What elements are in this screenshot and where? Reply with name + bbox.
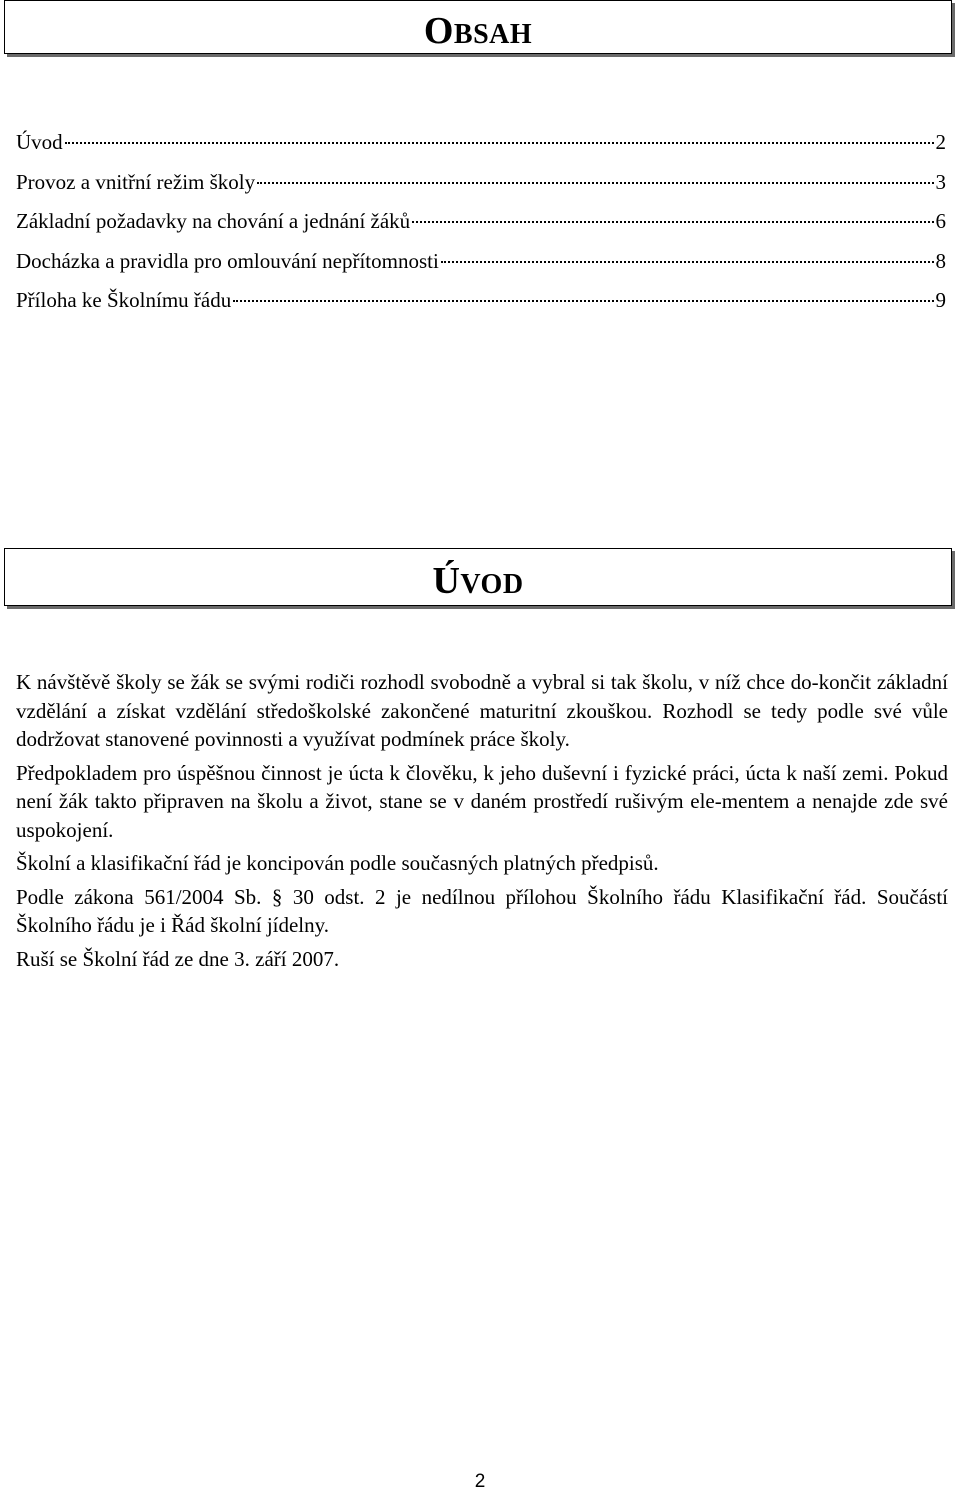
toc-entry-page: 9 [935, 288, 946, 312]
paragraph: Školní a klasifikační řád je koncipován podle současných platných předpisů. [16, 851, 659, 875]
toc-leader-dots [233, 300, 933, 302]
toc-entry-page: 8 [935, 248, 946, 273]
toc-entry-title: Provoz a vnitřní režim školy [16, 169, 256, 194]
toc-entry-page: 2 [935, 130, 946, 154]
toc-entry[interactable] [16, 285, 946, 325]
paragraph: Podle zákona 561/2004 Sb. § 30 odst. 2 je nedílnou přílohou Školního řádu Klasifikační řád. Součástí Školního řádu je i Řád školní jídelny. [16, 884, 948, 937]
paragraph: Předpokladem pro úspěšnou činnost je úcta k člověku, k jeho duševní i fyzické práci, úcta k naší zemi. Pokud není žák takto připraven na školu a život, stane se v daném prostředí rušivým ele-mentem a nenajde zde své uspokojení. [16, 760, 948, 842]
toc-entry-title: Základní požadavky na chování a jednání žáků [16, 209, 411, 233]
toc-leader-dots [257, 182, 933, 184]
paragraph: Ruší se Školní řád ze dne 3. září 2007. [16, 946, 340, 971]
introduction-heading [432, 559, 523, 603]
toc-entry-page: 6 [935, 209, 946, 233]
toc-leader-dots [412, 221, 933, 223]
toc-entry[interactable] [16, 167, 946, 207]
paragraph: K návštěvě školy se žák se svými rodiči rozhodl svobodně a vybral si tak školu, v níž chce do-končit základní vzdělání a získat vzdělání středoškolské zakončené maturitní zkouškou. Rozhodl se tedy podle své vůle dodržovat stanovené povinnosti a využívat podmínek práce školy. [16, 670, 948, 751]
toc-entry-title: Úvod [16, 130, 63, 154]
introduction-heading-box [4, 548, 952, 606]
toc-entry[interactable] [16, 206, 946, 246]
toc-entry-title: Docházka a pravidla pro omlouvání nepřítomnosti [16, 248, 439, 273]
toc-entry-page: 3 [935, 169, 946, 194]
contents-heading [424, 9, 532, 53]
toc-leader-dots [65, 142, 934, 144]
introduction-heading-rest: VOD [460, 569, 524, 600]
contents-heading-initial: O [423, 10, 454, 52]
introduction-heading-initial: Ú [432, 560, 461, 602]
toc-entry[interactable] [16, 246, 946, 286]
contents-heading-box [4, 0, 952, 54]
contents-heading-rest: BSAH [453, 19, 533, 50]
toc-leader-dots [441, 261, 934, 263]
toc-entry-title: Příloha ke Školnímu řádu [16, 288, 232, 312]
table-of-contents [16, 127, 946, 325]
introduction-body [16, 668, 948, 978]
toc-entry[interactable] [16, 127, 946, 167]
page-number: 2 [474, 1471, 486, 1492]
